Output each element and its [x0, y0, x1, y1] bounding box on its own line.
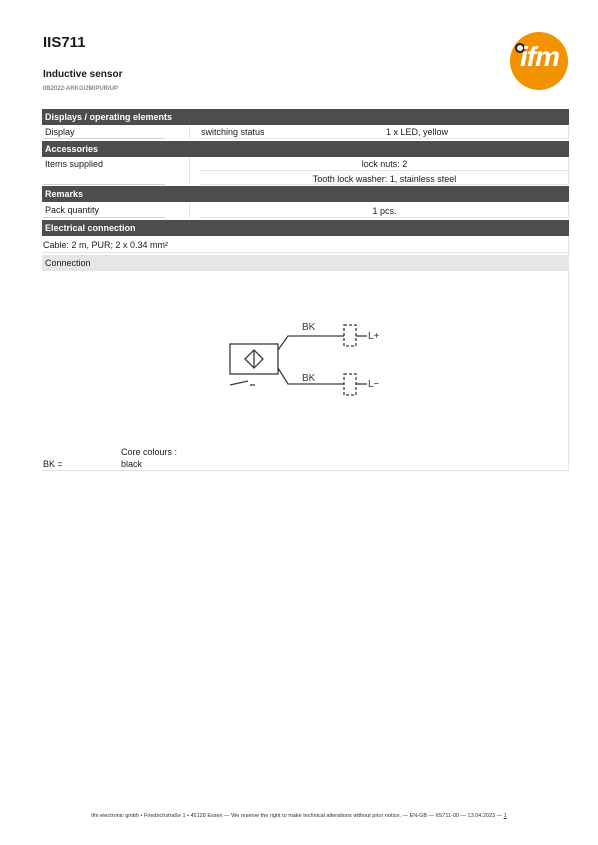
accessory-lock-nuts: lock nuts: 2	[361, 159, 408, 169]
items-supplied-label: Items supplied	[45, 159, 104, 169]
ifm-logo	[510, 32, 568, 90]
section-heading-displays: Displays / operating elements	[42, 109, 569, 125]
terminal-label-minus: L−	[368, 379, 380, 390]
column-divider	[189, 203, 190, 218]
wire-label-upper: BK	[302, 322, 316, 333]
row-divider	[200, 217, 569, 218]
right-border	[568, 203, 569, 218]
column-divider	[189, 126, 190, 139]
right-border	[568, 126, 569, 139]
core-colour-value: black	[121, 459, 143, 469]
connection-label: Connection	[42, 255, 569, 271]
terminal-box-lower	[344, 374, 356, 395]
pack-quantity-label: Pack quantity	[45, 205, 100, 215]
page-number-link[interactable]: 1	[503, 813, 507, 819]
terminal-label-plus: L+	[368, 331, 380, 342]
page-footer	[0, 813, 598, 819]
wire-label-lower: BK	[302, 373, 316, 384]
row-divider	[200, 170, 569, 171]
wire-upper	[278, 336, 344, 350]
row-divider	[42, 252, 569, 253]
column-divider	[189, 157, 190, 185]
display-led: 1 x LED, yellow	[386, 127, 449, 137]
article-code: IIB2022-ARKG/2M/PUR/UP	[43, 86, 119, 92]
row-divider	[200, 138, 569, 139]
section-heading-remarks: Remarks	[42, 186, 569, 202]
section-heading-electrical: Electrical connection	[42, 220, 569, 236]
label-underline	[43, 217, 165, 218]
footer-text: ifm electronic gmbh • Friedrichstraße 1 • 45128 Essen — We reserve the right to make technical alterations without prior notice. — EN-GB — IIS711-00 — 13.04.2023 —	[91, 813, 503, 819]
wiring-diagram	[222, 312, 392, 412]
terminal-box-upper	[344, 325, 356, 346]
product-subtitle: Inductive sensor	[43, 69, 123, 80]
cable-spec: Cable: 2 m, PUR; 2 x 0.34 mm²	[43, 240, 169, 250]
product-title: IIS711	[43, 34, 86, 51]
row-divider	[200, 184, 569, 185]
right-border	[568, 157, 569, 185]
section-heading-accessories: Accessories	[42, 141, 569, 157]
label-underline	[43, 138, 165, 139]
accessory-washer: Tooth lock washer: 1, stainless steel	[312, 174, 457, 184]
core-code: BK =	[43, 459, 63, 469]
switch-contact	[230, 381, 248, 385]
label-underline	[43, 184, 165, 185]
row-divider	[42, 470, 569, 471]
display-label: Display	[45, 127, 75, 137]
display-status: switching status	[201, 127, 265, 137]
core-colours-heading: Core colours :	[121, 447, 178, 457]
right-border	[568, 236, 569, 471]
logo-text: ifm	[520, 41, 559, 72]
pack-quantity-value: 1 pcs.	[372, 206, 397, 216]
